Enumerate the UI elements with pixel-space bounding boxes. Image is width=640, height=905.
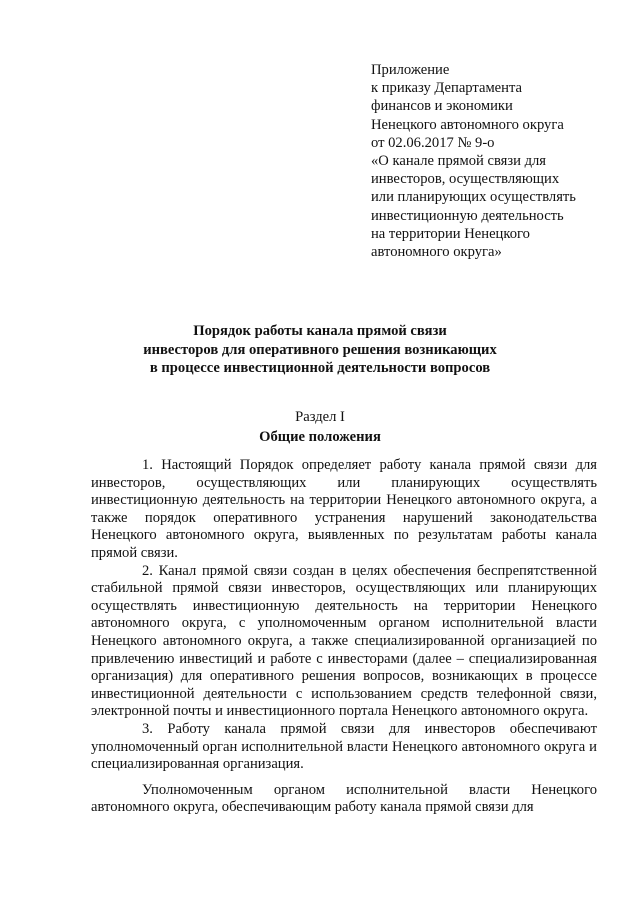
- paragraph: 3. Работу канала прямой связи для инвесторов обеспечивают уполномоченный орган исполнительной власти Ненецкого автономного округа и специализированная организация.: [91, 720, 597, 773]
- appendix-line: инвесторов, осуществляющих: [371, 171, 560, 188]
- title-line: инвесторов для оперативного решения возникающих: [143, 341, 497, 358]
- appendix-line: или планирующих осуществлять: [371, 189, 576, 206]
- paragraph: Уполномоченным органом исполнительной власти Ненецкого автономного округа, обеспечивающим работу канала прямой связи для: [91, 781, 597, 816]
- appendix-line: Ненецкого автономного округа: [371, 116, 564, 133]
- document-title: [0, 322, 640, 378]
- appendix-line: инвестиционную деятельность: [371, 207, 564, 224]
- paragraph: 2. Канал прямой связи создан в целях обеспечения беспрепятственной стабильной прямой связи инвесторов, осуществляющих или планирующих осуществлять инвестиционную деятельность на территории Ненецкого автономного округа, с уполномоченным органом исполнительной власти Ненецкого автономного округа, а также специализированной организацией по привлечению инвестиций и работе с инвесторами (далее – специализированная организация) для оперативного решения вопросов, возникающих в процессе инвестиционной деятельности с использованием средств телефонной связи, электронной почты и инвестиционного портала Ненецкого автономного округа.: [91, 562, 597, 720]
- appendix-block: [371, 61, 621, 261]
- document-body: [91, 457, 597, 817]
- paragraph: 1. Настоящий Порядок определяет работу канала прямой связи для инвесторов, осуществляющих или планирующих осуществлять инвестиционную деятельность на территории Ненецкого автономного округа, а также порядок оперативного устранения нарушений законодательства Ненецкого автономного округа, выявленных по результатам работы канала прямой связи.: [91, 457, 597, 561]
- appendix-line: Приложение: [371, 62, 450, 78]
- appendix-line: на территории Ненецкого: [371, 225, 530, 242]
- appendix-line: автономного округа»: [371, 244, 502, 261]
- section-heading: Общие положения: [259, 429, 381, 445]
- appendix-line: финансов и экономики: [371, 98, 513, 115]
- section-number: Раздел I: [295, 409, 345, 425]
- section-header: [0, 407, 640, 447]
- appendix-line: к приказу Департамента: [371, 80, 522, 97]
- title-line: Порядок работы канала прямой связи: [193, 323, 447, 339]
- appendix-line: от 02.06.2017 № 9-о: [371, 134, 495, 151]
- title-line: в процессе инвестиционной деятельности вопросов: [149, 360, 491, 376]
- appendix-line: «О канале прямой связи для: [371, 153, 546, 170]
